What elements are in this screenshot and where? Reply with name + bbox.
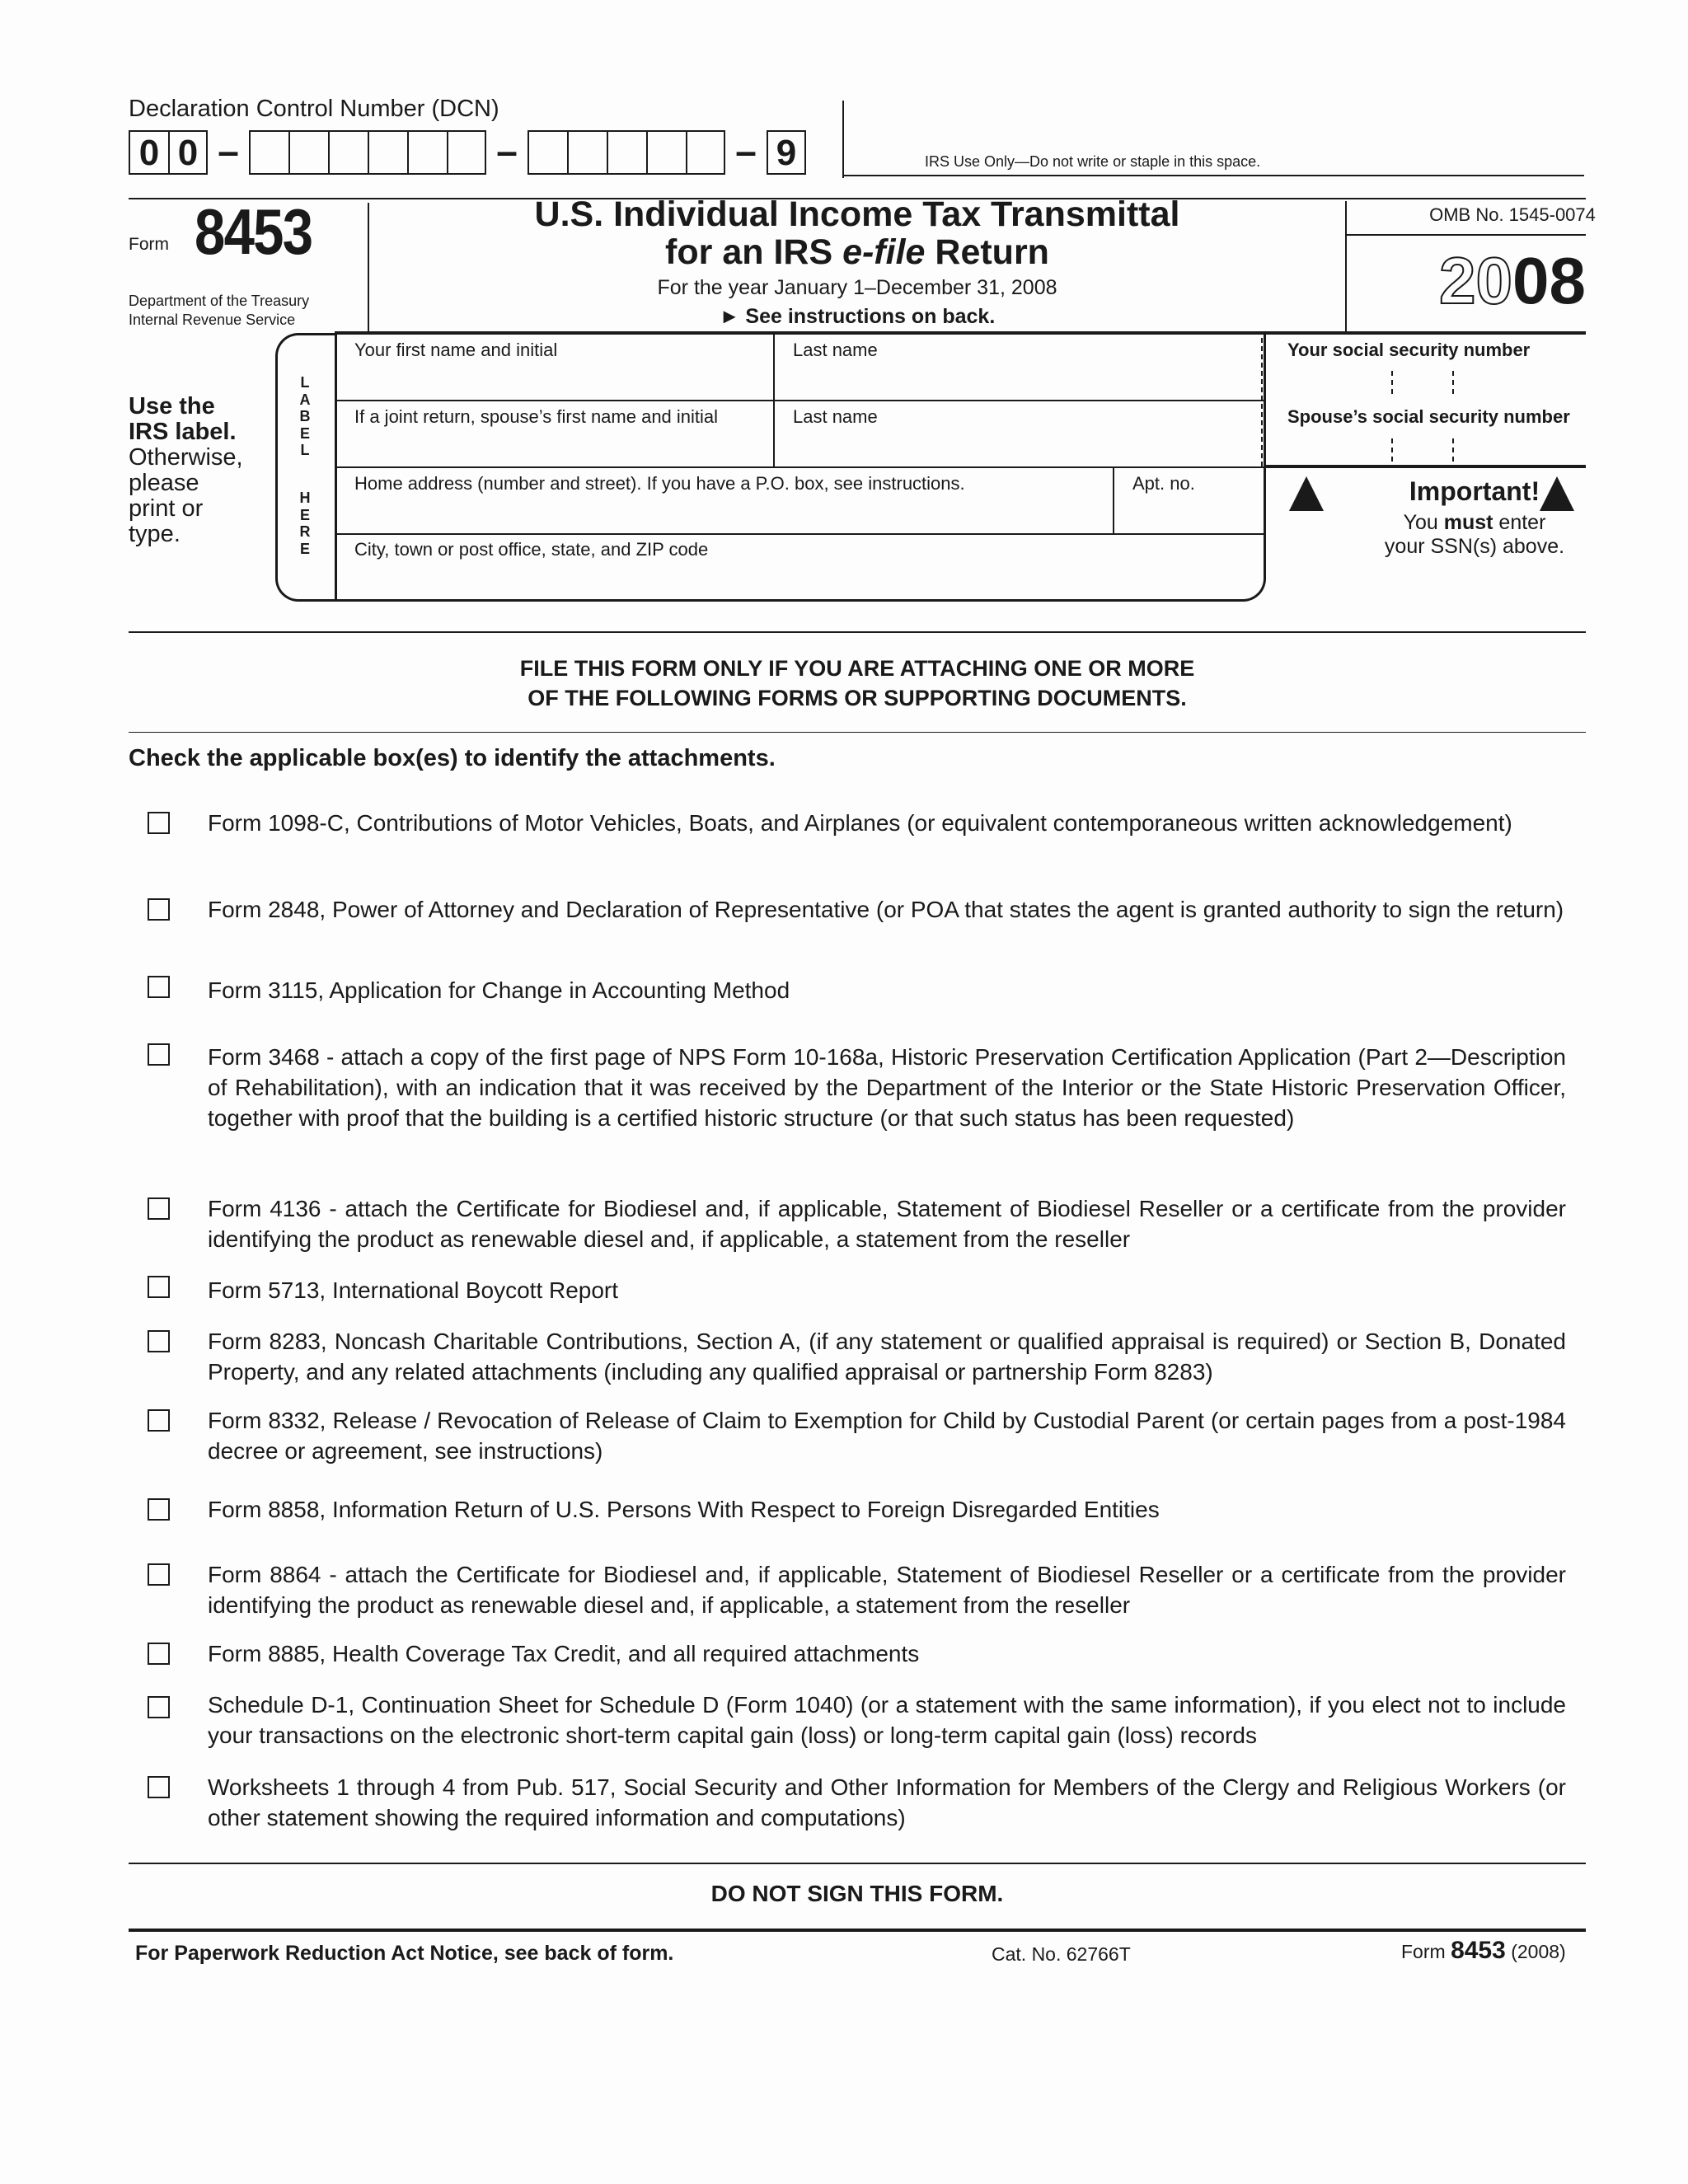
do-not-sign-notice: DO NOT SIGN THIS FORM. <box>710 1881 1004 1906</box>
attachment-form-8885: Form 8885, Health Coverage Tax Credit, and all required attachments <box>208 1641 920 1666</box>
agency-line: Internal Revenue Service <box>129 312 296 328</box>
checkbox-form-8885[interactable] <box>148 1643 170 1665</box>
spouse-last-name-field[interactable]: Last name <box>793 406 878 427</box>
dcn-box[interactable] <box>686 130 725 175</box>
dcn-box[interactable] <box>528 130 567 175</box>
attachment-form-2848: Form 2848, Power of Attorney and Declaration of Representative (or POA that states the agent is granted authority to sign the return) <box>208 897 1564 922</box>
dcn-box[interactable] <box>288 130 328 175</box>
spouse-ssn-field[interactable]: Spouse’s social security number <box>1287 406 1570 427</box>
checkbox-form-8864[interactable] <box>148 1563 170 1586</box>
dcn-label: Declaration Control Number (DCN) <box>129 96 499 122</box>
see-instructions: ► See instructions on back. <box>719 305 996 328</box>
checkbox-form-4136[interactable] <box>148 1197 170 1220</box>
name-row-rule <box>335 400 1266 401</box>
attachment-form-1098c: Form 1098-C, Contributions of Motor Vehicles, Boats, and Airplanes (or equivalent contemporaneous written acknowledgement) <box>208 810 1512 836</box>
dcn-box[interactable] <box>368 130 407 175</box>
omb-number: OMB No. 1545-0074 <box>1429 204 1596 225</box>
first-name-field[interactable]: Your first name and initial <box>354 340 558 360</box>
form-title-line2: for an IRS e-file Return <box>665 232 1049 272</box>
irs-use-only-note: IRS Use Only—Do not write or staple in this space. <box>925 153 1261 170</box>
dcn-dash: – <box>218 129 239 172</box>
section-rule <box>129 631 1586 633</box>
checkbox-form-1098c[interactable] <box>148 812 170 834</box>
section-rule <box>129 732 1586 733</box>
checkbox-form-5713[interactable] <box>148 1276 170 1298</box>
dcn-dash: – <box>735 129 757 172</box>
city-state-zip-field[interactable]: City, town or post office, state, and ZIP code <box>354 539 709 560</box>
apt-divider <box>1113 466 1114 534</box>
address-row-rule <box>335 533 1266 535</box>
home-address-field[interactable]: Home address (number and street). If you have a P.O. box, see instructions. <box>354 473 965 494</box>
label-letters: L A B E L <box>299 374 311 458</box>
checkbox-worksheets-pub517[interactable] <box>148 1776 170 1798</box>
use-irs-label-note: Use the IRS label. Otherwise, please print or type. <box>129 393 243 547</box>
irs-use-divider <box>842 101 844 178</box>
dcn-digit: 9 <box>767 130 806 175</box>
checkbox-form-3115[interactable] <box>148 976 170 998</box>
dcn-boxes[interactable] <box>129 130 806 175</box>
dcn-box[interactable] <box>567 130 607 175</box>
form-title-line1: U.S. Individual Income Tax Transmittal <box>534 194 1180 234</box>
dcn-box[interactable] <box>607 130 646 175</box>
dcn-dash: – <box>496 129 518 172</box>
lastname-divider <box>773 333 775 468</box>
ssn-separator <box>1452 371 1454 394</box>
tax-year: 2008 <box>1439 244 1586 317</box>
department-line: Department of the Treasury <box>129 293 310 309</box>
last-name-field[interactable]: Last name <box>793 340 878 360</box>
attachment-form-8283: Form 8283, Noncash Charitable Contributions, Section A, (if any statement or qualified appraisal is required) or Section B, Donated Property, and any related attachments (including any qualified appraisal or partnership Form 8283) <box>208 1329 1566 1385</box>
your-ssn-field[interactable]: Your social security number <box>1287 340 1531 360</box>
footer-rule <box>129 1929 1586 1932</box>
footer-form-id: Form 8453 (2008) <box>1401 1937 1566 1964</box>
dcn-box[interactable] <box>249 130 288 175</box>
here-letters: H E R E <box>299 490 311 557</box>
attachment-form-3468: Form 3468 - attach a copy of the first page of NPS Form 10-168a, Historic Preservation Certification Application (Part 2—Description of Rehabilitation), with an indication that it was received by the Department of the Interior or the State Historic Preservation Officer, together with proof that the building is a certified historic structure (or that such status has been requested) <box>208 1044 1566 1131</box>
attachment-worksheets-pub517: Worksheets 1 through 4 from Pub. 517, Social Security and Other Information for Members of the Clergy and Religious Workers (or other statement showing the required information and computations) <box>208 1774 1566 1830</box>
tax-year-line: For the year January 1–December 31, 2008 <box>657 276 1057 299</box>
attachment-form-3115: Form 3115, Application for Change in Accounting Method <box>208 977 790 1003</box>
irs-use-rule <box>842 175 1584 176</box>
checkbox-form-8283[interactable] <box>148 1330 170 1352</box>
ssn-separator <box>1452 438 1454 462</box>
dcn-digit: 0 <box>129 130 168 175</box>
attachment-form-4136: Form 4136 - attach the Certificate for Biodiesel and, if applicable, Statement of Biodiesel Reseller or a certificate from the provider identifying the product as renewable diesel and, if applicable, a statement from the reseller <box>208 1196 1566 1252</box>
apt-field[interactable]: Apt. no. <box>1132 473 1195 494</box>
checkbox-form-2848[interactable] <box>148 898 170 921</box>
checkbox-form-3468[interactable] <box>148 1043 170 1066</box>
dcn-box[interactable] <box>328 130 368 175</box>
dcn-box[interactable] <box>447 130 486 175</box>
important-heading: Important! <box>1409 476 1540 506</box>
spouse-row-rule <box>335 466 1266 468</box>
ssn-separator <box>1391 371 1393 394</box>
checkbox-form-8332[interactable] <box>148 1409 170 1432</box>
catalog-number: Cat. No. 62766T <box>992 1943 1131 1965</box>
file-notice-line1: FILE THIS FORM ONLY IF YOU ARE ATTACHING ONE OR MORE <box>519 656 1195 681</box>
section-rule <box>129 1863 1586 1864</box>
ssn-dashed-divider <box>1261 338 1263 466</box>
attachment-schedule-d1: Schedule D-1, Continuation Sheet for Schedule D (Form 1040) (or a statement with the same information), if you elect not to include your transactions on the electronic short-term capital gain (loss) or long-term capital gain (loss) records <box>208 1692 1566 1748</box>
attachment-form-8332: Form 8332, Release / Revocation of Release of Claim to Exemption for Child by Custodial Parent (or certain pages from a post-1984 decree or agreement, see instructions) <box>208 1408 1566 1464</box>
check-instruction: Check the applicable box(es) to identify the attachments. <box>129 745 776 771</box>
checkbox-form-8858[interactable] <box>148 1498 170 1521</box>
checkbox-schedule-d1[interactable] <box>148 1696 170 1718</box>
attachment-form-8858: Form 8858, Information Return of U.S. Persons With Respect to Foreign Disregarded Entities <box>208 1497 1160 1522</box>
paperwork-notice: For Paperwork Reduction Act Notice, see back of form. <box>135 1942 674 1965</box>
form-number: 8453 <box>195 195 312 268</box>
dcn-digit: 0 <box>168 130 208 175</box>
attachment-form-5713: Form 5713, International Boycott Report <box>208 1277 619 1303</box>
dcn-box[interactable] <box>407 130 447 175</box>
spouse-first-name-field[interactable]: If a joint return, spouse’s first name and initial <box>354 406 719 427</box>
dcn-box[interactable] <box>646 130 686 175</box>
attachment-form-8864: Form 8864 - attach the Certificate for Biodiesel and, if applicable, Statement of Biodiesel Reseller or a certificate from the provider identifying the product as renewable diesel and, if applicable, a statement from the reseller <box>208 1562 1566 1618</box>
omb-rule <box>1345 234 1586 236</box>
ssn-reminder: You must enter your SSN(s) above. <box>1384 511 1565 558</box>
file-notice-line2: OF THE FOLLOWING FORMS OR SUPPORTING DOCUMENTS. <box>528 686 1187 710</box>
form-word: Form <box>129 235 169 254</box>
label-bracket <box>275 333 335 602</box>
ssn-separator <box>1391 438 1393 462</box>
ssn-bottom-rule <box>1266 465 1586 468</box>
